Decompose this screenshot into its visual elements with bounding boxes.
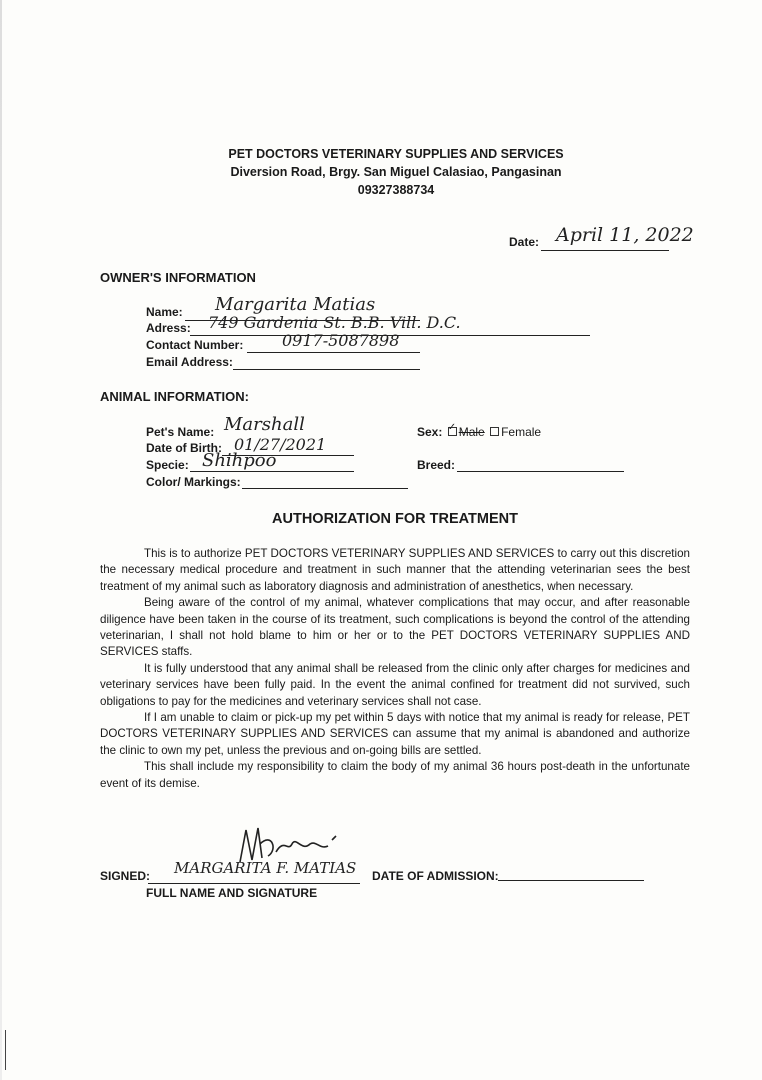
admission-label: DATE OF ADMISSION: bbox=[372, 869, 499, 883]
signature-caption: FULL NAME AND SIGNATURE bbox=[146, 886, 318, 900]
dob-label: Date of Birth: bbox=[146, 441, 222, 455]
animal-section-title: ANIMAL INFORMATION: bbox=[100, 389, 249, 404]
pet-name-value[interactable]: Marshall bbox=[224, 414, 305, 435]
specie-value[interactable]: Shihpoo bbox=[202, 450, 277, 471]
owner-contact-line bbox=[247, 352, 420, 353]
authorization-paragraph: This is to authorize PET DOCTORS VETERINARY SUPPLIES AND SERVICES to carry out this discretion the necessary medical procedure and treatment in such manner that the attending veterinarian sees the best treatment of my animal such as laboratory diagnosis and administration of anesthetics, when necessary. bbox=[100, 547, 690, 593]
date-value[interactable]: April 11, 2022 bbox=[556, 224, 694, 246]
sex-label: Sex: bbox=[417, 425, 443, 439]
scan-mark bbox=[5, 1030, 6, 1070]
company-phone: 09327388734 bbox=[357, 183, 435, 197]
owner-contact-label: Contact Number: bbox=[146, 338, 244, 352]
breed-label: Breed: bbox=[417, 458, 456, 472]
owner-address-value[interactable]: 749 Gardenia St. B.B. Vill. D.C. bbox=[208, 313, 461, 332]
owner-email-line[interactable] bbox=[233, 369, 420, 370]
dob-value[interactable]: 01/27/2021 bbox=[234, 435, 327, 454]
company-address: Diversion Road, Brgy. San Miguel Calasiao, Pangasinan bbox=[230, 165, 562, 179]
authorization-paragraph: Being aware of the control of my animal, whatever complications that may occur, and after reasonable diligence have been taken in the course of its treatment, such complications is beyond the control of the attending veterinarian, I shall not hold blame to him or her or to the PET DOCTORS VETERINARY SUPPLIES AND SERVICES staffs. bbox=[100, 596, 690, 659]
date-label: Date: bbox=[509, 235, 540, 249]
owner-address-label: Adress: bbox=[146, 321, 191, 335]
authorization-body bbox=[100, 546, 690, 792]
owner-email-label: Email Address: bbox=[146, 355, 233, 369]
specie-label: Specie: bbox=[146, 458, 189, 472]
sex-field bbox=[417, 425, 541, 439]
sex-male-checkbox[interactable] bbox=[448, 427, 457, 436]
specie-line bbox=[190, 471, 354, 472]
authorization-paragraph: It is fully understood that any animal shall be released from the clinic only after charges for medicines and veterinary services have been fully paid. In the event the animal confined for treatment did not survived, such obligations to pay for the medicines and veterinary services shall not case. bbox=[100, 661, 690, 708]
signed-name-value[interactable]: MARGARITA F. MATIAS bbox=[174, 859, 357, 877]
owner-section-title: OWNER'S INFORMATION bbox=[100, 270, 256, 285]
color-line[interactable] bbox=[242, 488, 408, 489]
date-line bbox=[541, 250, 669, 251]
authorization-title: AUTHORIZATION FOR TREATMENT bbox=[272, 511, 518, 527]
sex-female-checkbox[interactable] bbox=[490, 427, 499, 436]
owner-contact-value[interactable]: 0917-5087898 bbox=[282, 331, 400, 350]
owner-name-label: Name: bbox=[146, 305, 183, 319]
admission-line[interactable] bbox=[498, 880, 644, 881]
signed-label: SIGNED: bbox=[100, 869, 151, 883]
sex-female-label: Female bbox=[501, 425, 542, 439]
pet-name-label: Pet's Name: bbox=[146, 425, 215, 439]
breed-line[interactable] bbox=[457, 471, 624, 472]
company-name: PET DOCTORS VETERINARY SUPPLIES AND SERVICES bbox=[228, 147, 564, 161]
sex-male-label: Male bbox=[458, 425, 485, 439]
owner-name-value[interactable]: Margarita Matias bbox=[215, 294, 376, 315]
authorization-paragraph: This shall include my responsibility to claim the body of my animal 36 hours post-death in the unfortunate event of its demise. bbox=[100, 760, 690, 790]
signature-line bbox=[148, 883, 360, 884]
authorization-paragraph: If I am unable to claim or pick-up my pet within 5 days with notice that my animal is ready for release, PET DOCTORS VETERINARY SUPPLIES AND SERVICES can assume that my animal is abandoned and authorize the clinic to own my pet, unless the previous and on-going bills are settled. bbox=[100, 711, 690, 757]
color-label: Color/ Markings: bbox=[146, 475, 241, 489]
scan-edge bbox=[0, 0, 2, 1080]
